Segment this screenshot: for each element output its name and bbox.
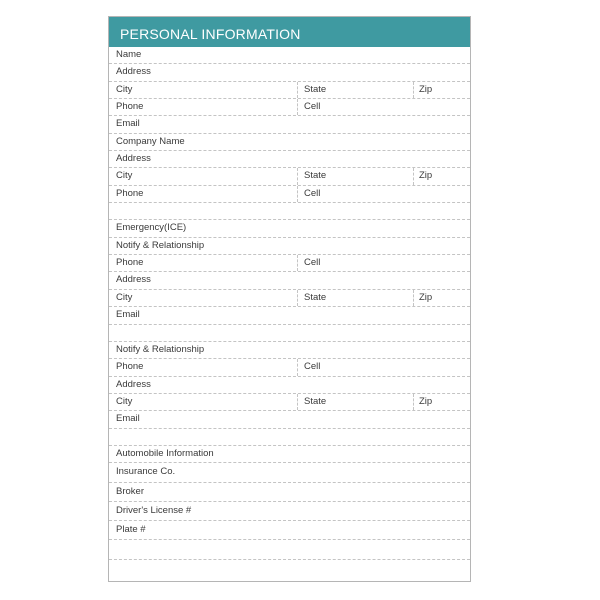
blank-row (109, 203, 470, 220)
insurance-co-label: Insurance Co. (116, 466, 176, 478)
form-row-address (109, 151, 470, 168)
notify-relationship-field[interactable] (109, 342, 470, 358)
form-row-city (109, 168, 470, 185)
state-label: State (304, 170, 327, 182)
state-field[interactable] (297, 394, 413, 410)
address-field[interactable] (109, 377, 470, 393)
form-row-address (109, 272, 470, 289)
cell-field[interactable] (297, 255, 470, 271)
driver-s-license-label: Driver's License # (116, 504, 192, 516)
notify-relationship-field[interactable] (109, 238, 470, 254)
city-field[interactable] (109, 168, 297, 184)
zip-label: Zip (419, 170, 433, 182)
form-row-email (109, 116, 470, 133)
form-row-name (109, 47, 470, 64)
automobile-information-field[interactable] (109, 446, 470, 462)
phone-label: Phone (116, 257, 144, 269)
zip-field[interactable] (413, 82, 470, 98)
cell-label: Cell (304, 101, 321, 113)
zip-field[interactable] (413, 290, 470, 306)
blank-row (109, 325, 470, 342)
city-label: City (116, 291, 133, 303)
form-row-driver-s-license (109, 502, 470, 521)
address-field[interactable] (109, 64, 470, 80)
address-label: Address (116, 274, 151, 286)
form-row-notify-relationship (109, 342, 470, 359)
insurance-co-field[interactable] (109, 463, 470, 481)
state-label: State (304, 291, 327, 303)
blank-row (109, 429, 470, 446)
name-label: Name (116, 49, 142, 60)
form-row-email (109, 307, 470, 324)
city-label: City (116, 170, 133, 182)
emergency-ice-label: Emergency(ICE) (116, 222, 187, 234)
zip-label: Zip (419, 83, 433, 95)
form-row-city (109, 290, 470, 307)
address-label: Address (116, 66, 151, 78)
form-row-company-name (109, 134, 470, 151)
address-field[interactable] (109, 272, 470, 288)
zip-field[interactable] (413, 168, 470, 184)
form-row-notify-relationship (109, 238, 470, 255)
blank-row (109, 560, 470, 579)
blank-row (109, 540, 470, 559)
phone-field[interactable] (109, 359, 297, 375)
email-field[interactable] (109, 411, 470, 427)
city-field[interactable] (109, 290, 297, 306)
phone-label: Phone (116, 361, 144, 373)
address-label: Address (116, 378, 151, 390)
form-row-city (109, 394, 470, 411)
state-field[interactable] (297, 82, 413, 98)
phone-field[interactable] (109, 186, 297, 202)
state-field[interactable] (297, 168, 413, 184)
email-label: Email (116, 413, 140, 425)
notify-relationship-label: Notify & Relationship (116, 239, 205, 251)
city-label: City (116, 395, 133, 407)
city-field[interactable] (109, 394, 297, 410)
notify-relationship-label: Notify & Relationship (116, 343, 205, 355)
phone-label: Phone (116, 101, 144, 113)
city-field[interactable] (109, 82, 297, 98)
form-row-plate (109, 521, 470, 540)
address-label: Address (116, 153, 151, 165)
form-row-phone (109, 99, 470, 116)
blank-field[interactable] (109, 540, 470, 558)
cell-field[interactable] (297, 359, 470, 375)
emergency-ice-field[interactable] (109, 220, 470, 236)
form-row-insurance-co (109, 463, 470, 482)
cell-label: Cell (304, 187, 321, 199)
email-field[interactable] (109, 116, 470, 132)
cell-field[interactable] (297, 99, 470, 115)
state-label: State (304, 83, 327, 95)
email-label: Email (116, 118, 140, 130)
automobile-information-label: Automobile Information (116, 447, 214, 459)
city-label: City (116, 83, 133, 95)
phone-field[interactable] (109, 255, 297, 271)
broker-label: Broker (116, 485, 144, 497)
cell-field[interactable] (297, 186, 470, 202)
company-name-field[interactable] (109, 134, 470, 150)
form-row-phone (109, 255, 470, 272)
phone-label: Phone (116, 187, 144, 199)
broker-field[interactable] (109, 483, 470, 501)
cell-label: Cell (304, 361, 321, 373)
form-title: PERSONAL INFORMATION (109, 17, 470, 47)
form-row-automobile-information (109, 446, 470, 463)
form-row-phone (109, 186, 470, 203)
blank-field[interactable] (109, 429, 470, 445)
form-row-city (109, 82, 470, 99)
phone-field[interactable] (109, 99, 297, 115)
blank-field[interactable] (109, 560, 470, 579)
name-field[interactable] (109, 47, 470, 63)
form-row-phone (109, 359, 470, 376)
zip-label: Zip (419, 395, 433, 407)
driver-s-license-field[interactable] (109, 502, 470, 520)
state-field[interactable] (297, 290, 413, 306)
email-field[interactable] (109, 307, 470, 323)
form-row-address (109, 64, 470, 81)
personal-information-form (108, 16, 471, 582)
zip-label: Zip (419, 291, 433, 303)
state-label: State (304, 395, 327, 407)
blank-field[interactable] (109, 203, 470, 219)
company-name-label: Company Name (116, 135, 185, 147)
plate-label: Plate # (116, 524, 146, 536)
cell-label: Cell (304, 257, 321, 269)
form-row-email (109, 411, 470, 428)
zip-field[interactable] (413, 394, 470, 410)
form-row-broker (109, 483, 470, 502)
email-label: Email (116, 309, 140, 321)
form-rows (109, 47, 470, 579)
form-row-address (109, 377, 470, 394)
blank-field[interactable] (109, 325, 470, 341)
form-row-emergency-ice (109, 220, 470, 237)
address-field[interactable] (109, 151, 470, 167)
plate-field[interactable] (109, 521, 470, 539)
